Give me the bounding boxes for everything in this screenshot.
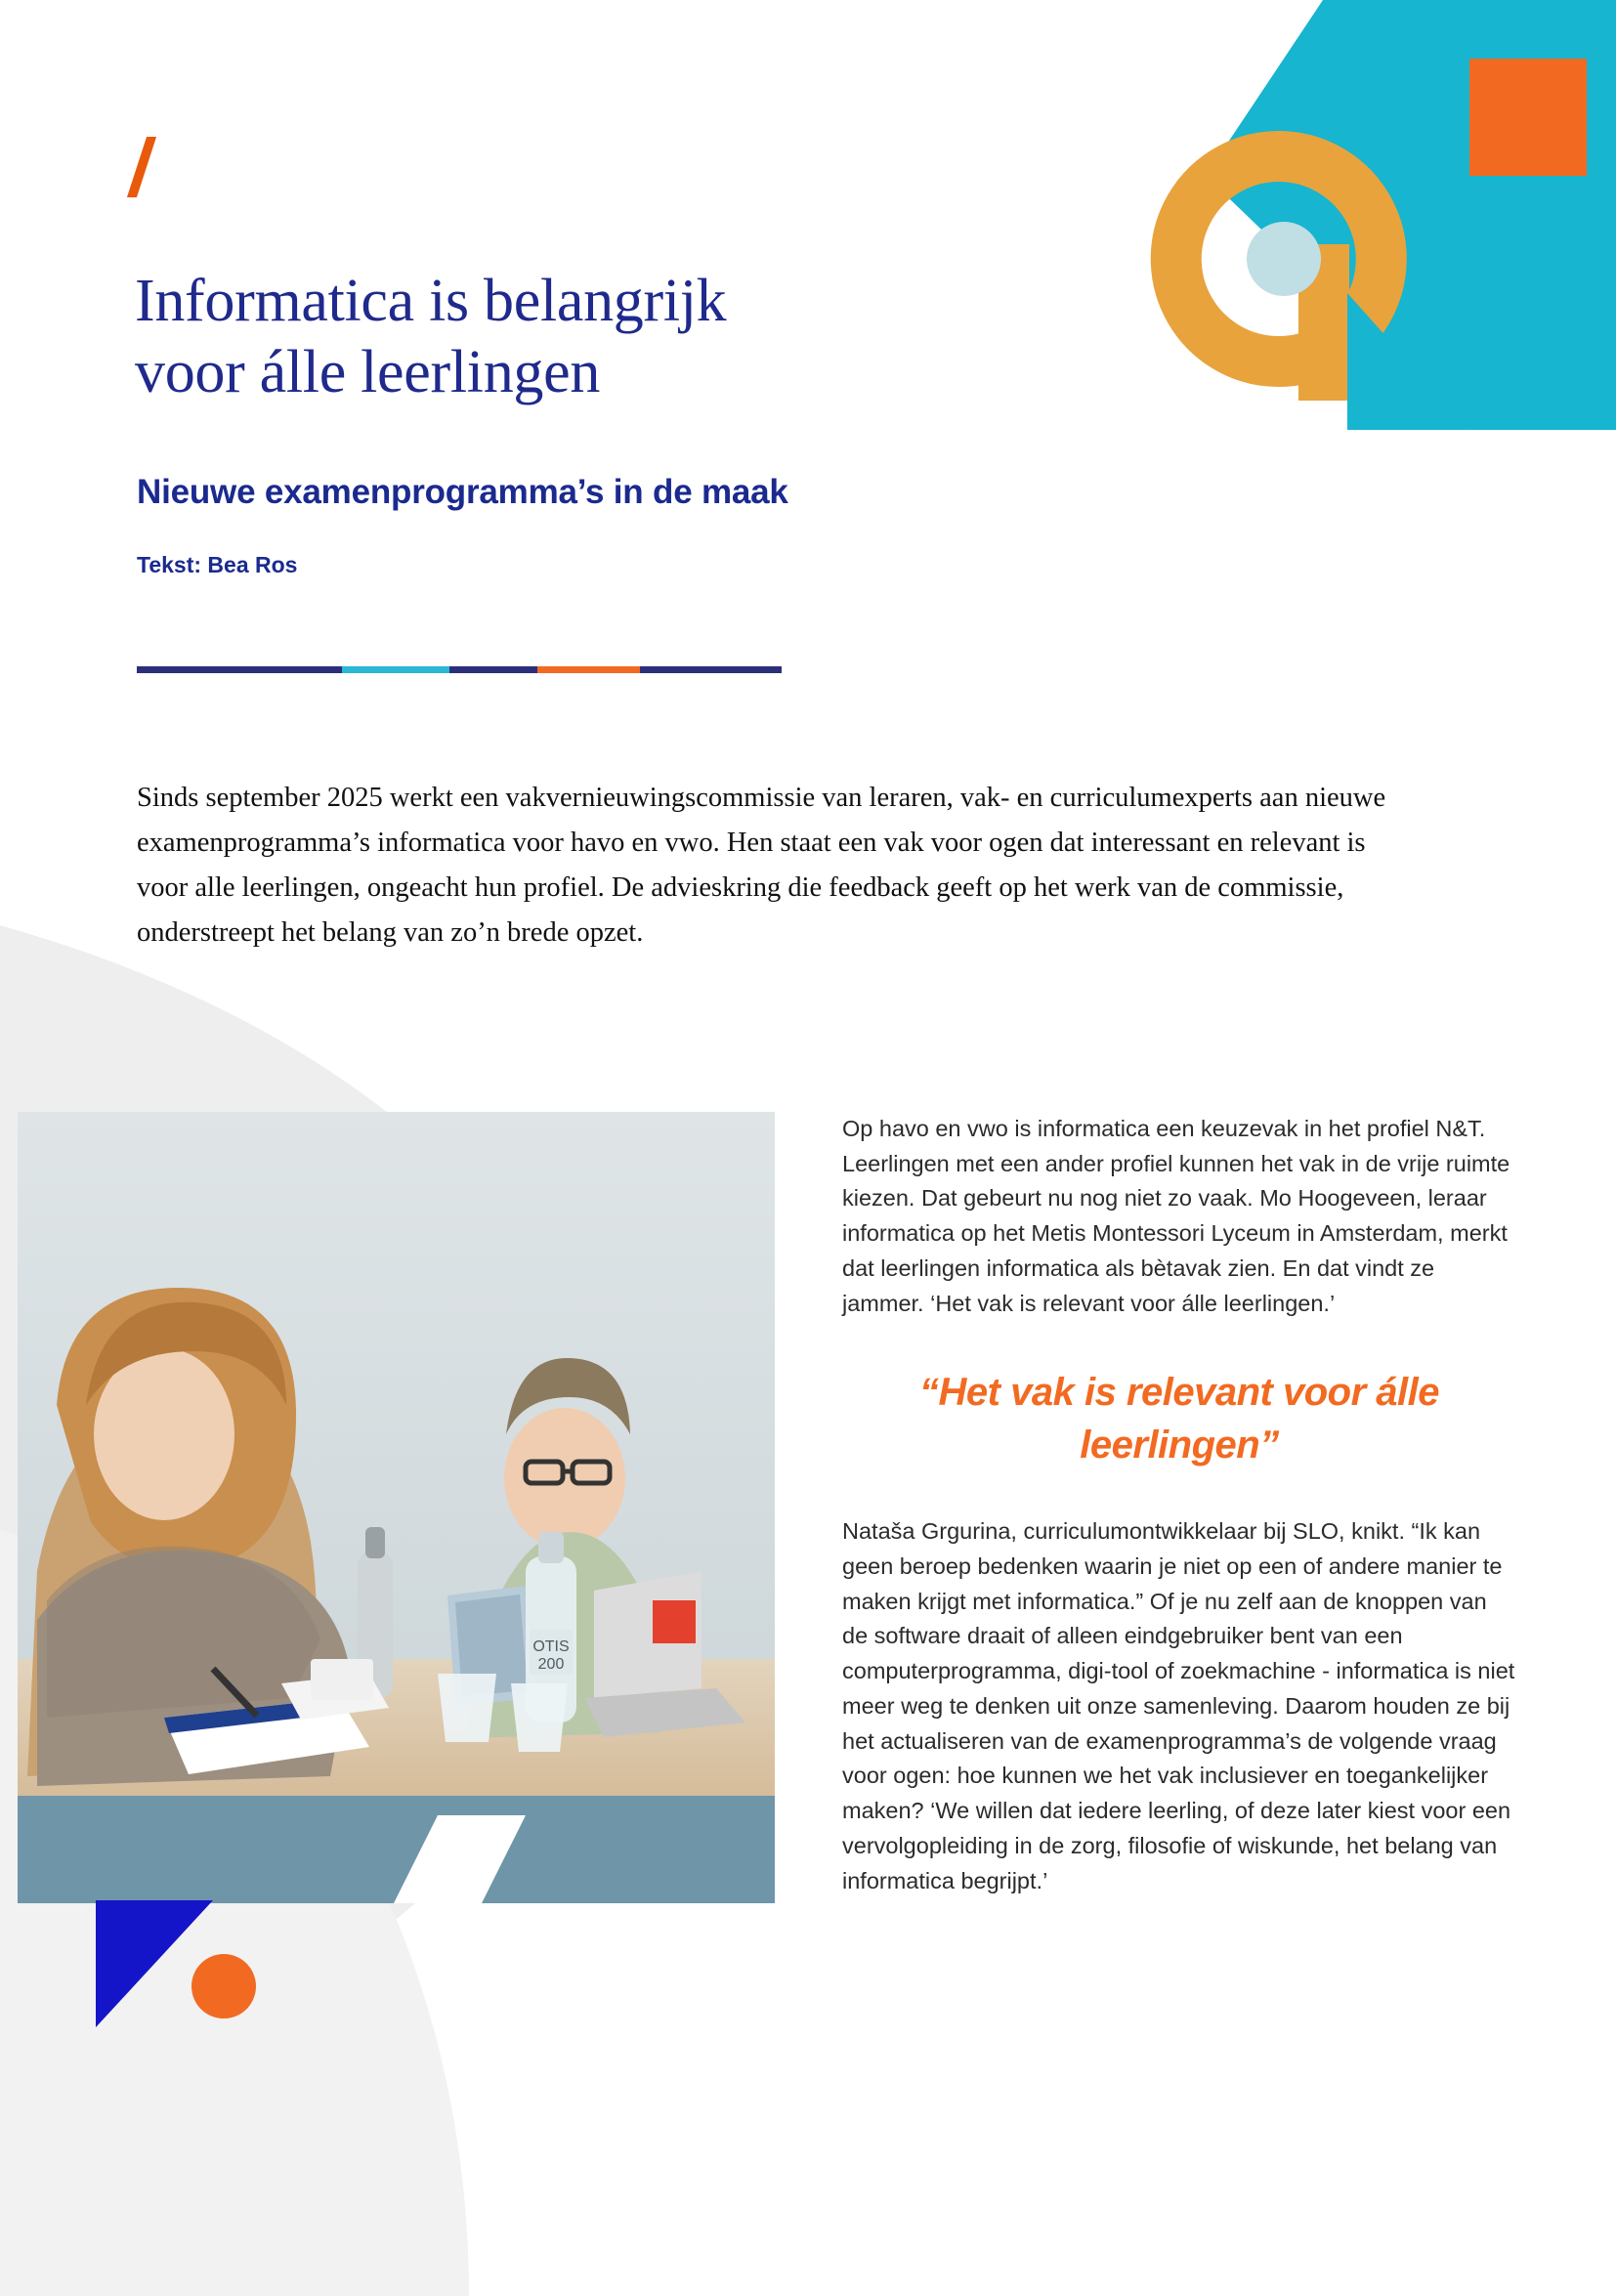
body-paragraph-1: Op havo en vwo is informatica een keuzevak in het profiel N&T. Leerlingen met een ander profiel kunnen het vak in de vrije ruimte kiezen. Dat gebeurt nu nog niet zo vaak. Mo Hoogeveen, leraar informatica op het Metis Montessori Lyceum in Amsterdam, merkt dat leerlingen informatica als bètavak zien. En dat vindt ze jammer. ‘Het vak is relevant voor álle leerlingen.’ — [842, 1116, 1510, 1316]
article-photo — [18, 1112, 775, 1903]
svg-text:200: 200 — [537, 1656, 565, 1673]
body-paragraph-2: Nataša Grgurina, curriculumontwikkelaar bij SLO, knikt. “Ik kan geen beroep bedenken waarin je niet op een of andere manier te maken krijgt met informatica.” Of je nu zelf aan de knoppen van de software draait of alleen eindgebruiker bent van een computerprogramma, digi-tool of zoekmachine - informatica is niet meer weg te denken uit onze samenleving. Daarom houden ze bij het actualiseren van de examenprogramma’s de volgende vraag voor ogen: hoe kunnen we het vak inclusiever en toegankelijker maken? ‘We willen dat iedere leerling, of deze later kiest voor een vervolgopleiding in de zorg, filosofie of wiskunde, het belang van informatica begrijpt.’ — [842, 1518, 1515, 1893]
svg-text:OTIS: OTIS — [532, 1638, 570, 1655]
page-title-line2: voor álle leerlingen — [135, 338, 601, 405]
orange-dot-accent — [191, 1954, 256, 2019]
byline: Tekst: Bea Ros — [137, 552, 298, 577]
pull-quote: “Het vak is relevant voor álle leerlingen” — [919, 1371, 1439, 1467]
page-title — [135, 266, 1073, 408]
intro-paragraph: Sinds september 2025 werkt een vakvernieuwingscommissie van leraren, vak- en curriculumexperts aan nieuwe examenprogramma’s informatica voor havo en vwo. Hen staat een vak voor ogen dat interessant en relevant is voor alle leerlingen, ongeacht hun profiel. De advieskring die feedback geeft op het werk van de commissie, onderstreept het belang van zo’n brede opzet. — [137, 782, 1386, 948]
right-column — [842, 1112, 1516, 1898]
logo-mark — [1147, 0, 1616, 508]
blue-triangle-accent — [96, 1900, 213, 2027]
page-subtitle: Nieuwe examenprogramma’s in de maak — [137, 473, 788, 512]
page-title-line1: Informatica is belangrijk — [135, 267, 727, 334]
slash-accent-icon — [127, 137, 156, 197]
divider-rule — [137, 666, 782, 673]
